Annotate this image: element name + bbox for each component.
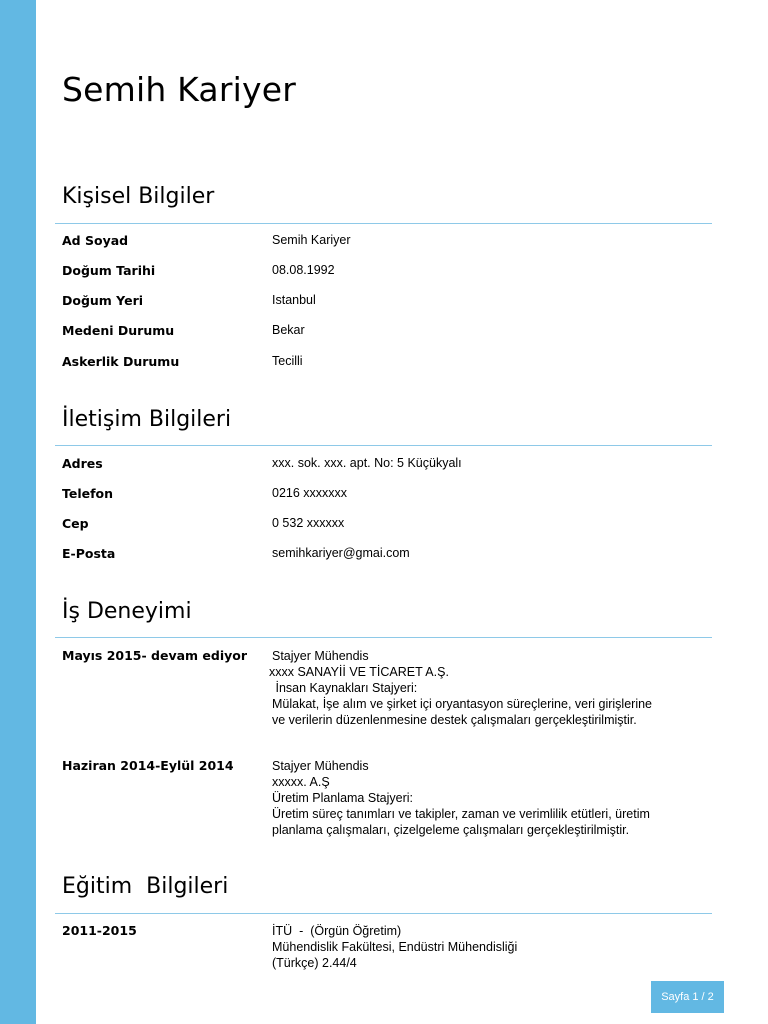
experience-line: ve verilerin düzenlenmesine destek çalışmaları gerçekleştirilmiştir. (272, 713, 637, 727)
info-label: Medeni Durumu (62, 323, 175, 338)
side-accent-bar (0, 0, 36, 1024)
info-value: Semih Kariyer (272, 233, 351, 247)
contact-value: 0216 xxxxxxx (272, 486, 348, 500)
email-value[interactable]: semihkariyer@gmai.com (272, 546, 410, 560)
experience-line: Stajyer Mühendis (272, 759, 369, 773)
info-value: Bekar (272, 323, 305, 337)
section-title-personal: Kişisel Bilgiler (62, 184, 215, 209)
experience-line: Stajyer Mühendis (272, 649, 369, 663)
info-value: Istanbul (272, 293, 316, 307)
section-divider (55, 223, 712, 224)
contact-label: Adres (62, 456, 103, 471)
experience-line: Üretim süreç tanımları ve takipler, zaman ve verimlilik etütleri, üretim (272, 807, 650, 821)
experience-line: xxxx SANAYİİ VE TİCARET A.Ş. (269, 665, 449, 679)
education-details-1 (272, 923, 712, 971)
info-value: 08.08.1992 (272, 263, 335, 277)
page-number-badge: Sayfa 1 / 2 (651, 981, 724, 1013)
experience-date: Mayıs 2015- devam ediyor (62, 648, 248, 663)
contact-value: 0 532 xxxxxx (272, 516, 345, 530)
contact-row-email (62, 546, 712, 566)
experience-details-1 (269, 648, 712, 728)
contact-label: E-Posta (62, 546, 116, 561)
experience-date: Haziran 2014-Eylül 2014 (62, 758, 234, 773)
info-value: Tecilli (272, 354, 303, 368)
contact-value: xxx. sok. xxx. apt. No: 5 Küçükyalı (272, 456, 462, 470)
section-divider (55, 445, 712, 446)
info-label: Doğum Yeri (62, 293, 144, 308)
contact-label: Cep (62, 516, 89, 531)
experience-line: İnsan Kaynakları Stajyeri: (272, 681, 418, 695)
experience-details-2 (272, 758, 712, 838)
contact-row-mobile (62, 516, 712, 536)
section-title-experience: İş Deneyimi (62, 599, 192, 624)
experience-line: xxxxx. A.Ş (272, 775, 330, 789)
education-line: İTÜ - (Örgün Öğretim) (272, 924, 402, 938)
info-row-name (62, 233, 712, 253)
section-title-contact: İletişim Bilgileri (62, 407, 232, 432)
info-label: Doğum Tarihi (62, 263, 156, 278)
education-line: Mühendislik Fakültesi, Endüstri Mühendisliği (272, 940, 518, 954)
experience-line: Üretim Planlama Stajyeri: (272, 791, 414, 805)
section-divider (55, 913, 712, 914)
page-title: Semih Kariyer (62, 70, 296, 109)
info-row-birth-date (62, 263, 712, 283)
contact-row-address (62, 456, 712, 476)
section-title-education: Eğitim Bilgileri (62, 874, 229, 899)
experience-line: planlama çalışmaları, çizelgeleme çalışmaları gerçekleştirilmiştir. (272, 823, 630, 837)
info-row-military-status (62, 354, 712, 374)
education-line: (Türkçe) 2.44/4 (272, 956, 357, 970)
contact-label: Telefon (62, 486, 114, 501)
section-divider (55, 637, 712, 638)
info-label: Askerlik Durumu (62, 354, 180, 369)
info-row-marital-status (62, 323, 712, 343)
experience-line: Mülakat, İşe alım ve şirket içi oryantasyon süreçlerine, veri girişlerine (272, 697, 652, 711)
education-date: 2011-2015 (62, 923, 137, 938)
info-label: Ad Soyad (62, 233, 129, 248)
contact-row-phone (62, 486, 712, 506)
info-row-birth-place (62, 293, 712, 313)
